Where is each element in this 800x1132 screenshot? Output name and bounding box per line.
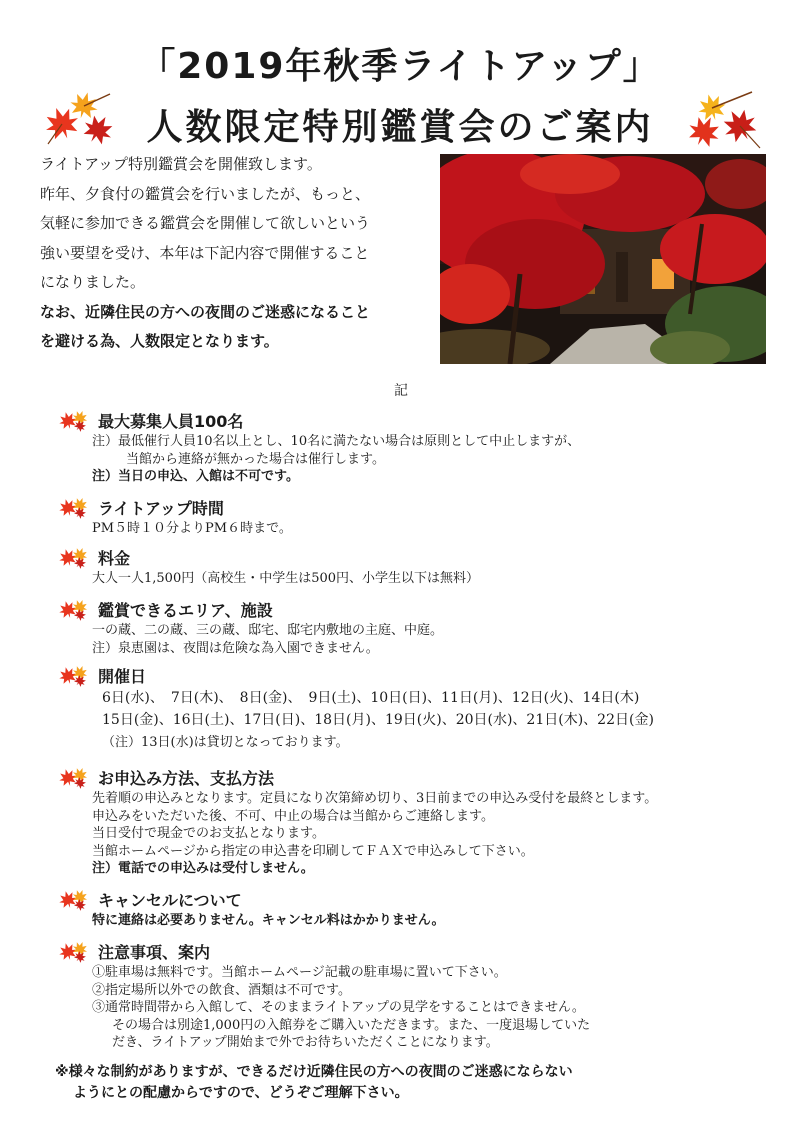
maple-leaf-icon	[58, 663, 90, 687]
section-text: 注）最低催行人員10名以上とし、10名に満たない場合は原則として中止しますが、	[92, 434, 581, 449]
section-text: 注）泉恵園は、夜間は危険な為入園できません。	[92, 640, 379, 656]
footer-line: ようにとの配慮からですので、どうぞご理解下さい。	[73, 1085, 409, 1101]
section-text: だき、ライトアップ開始まで外でお待ちいただくことになります。	[112, 1035, 499, 1050]
maple-leaf-icon	[58, 495, 90, 519]
section-capacity	[58, 407, 778, 486]
section-text: ③通常時間帯から入館して、そのままライトアップの見学をすることはできません。	[92, 1000, 585, 1015]
section-area	[58, 596, 778, 657]
section-title: 鑑賞できるエリア、施設	[98, 600, 273, 620]
section-text: 当館から連絡が無かった場合は催行します。	[126, 451, 385, 467]
section-text: 申込みをいただいた後、不可、中止の場合は当館からご連絡します。	[92, 808, 494, 824]
maple-leaf-icon	[58, 408, 90, 432]
section-text: 注）電話での申込みは受付しません。	[92, 861, 314, 876]
section-text: 大人一人1,500円（高校生・中学生は500円、小学生以下は無料）	[92, 571, 480, 586]
section-time	[58, 494, 778, 538]
maple-leaf-icon	[682, 86, 766, 152]
intro-line: になりました。	[40, 273, 146, 291]
section-cancel	[58, 886, 778, 930]
maple-leaf-icon	[58, 887, 90, 911]
maple-leaf-icon	[58, 597, 90, 621]
intro-line: 強い要望を受け、本年は下記内容で開催すること	[40, 243, 370, 262]
ki-mark: 記	[394, 383, 408, 399]
intro-line: 昨年、夕食付の鑑賞会を行いましたが、もっと、	[40, 184, 371, 203]
section-text: 当館ホームページから指定の申込書を印刷してＦＡＸで申込みして下さい。	[92, 843, 534, 859]
page-title-line-1: 「2019年秋季ライトアップ」	[139, 46, 661, 87]
section-text: ②指定場所以外での飲食、酒類は不可です。	[92, 982, 351, 998]
intro-text	[40, 150, 435, 357]
intro-bold-line: を避ける為、人数限定となります。	[40, 332, 279, 350]
section-text: PM５時１０分よりPM６時まで。	[92, 521, 292, 536]
maple-leaf-icon	[58, 939, 90, 963]
section-apply	[58, 764, 778, 878]
section-title: 最大募集人員100名	[98, 411, 244, 431]
intro-bold-line: なお、近隣住民の方への夜間のご迷惑になること	[40, 302, 371, 321]
footer-line: ※様々な制約がありますが、できるだけ近隣住民の方への夜間のご迷惑にならない	[55, 1064, 573, 1080]
section-title: 料金	[98, 548, 131, 568]
section-text: 特に連絡は必要ありません。キャンセル料はかかりません。	[92, 913, 445, 928]
maple-leaf-icon	[58, 545, 90, 569]
dates-row: 6日(水)、 7日(木)、 8日(金)、 9日(土)、10日(日)、11日(月)、12日(火)、14日(木)	[102, 690, 640, 706]
footer-note	[55, 1062, 775, 1104]
section-title: お申込み方法、支払方法	[98, 768, 275, 788]
section-text: 一の蔵、二の蔵、三の蔵、邸宅、邸宅内敷地の主庭、中庭。	[92, 623, 444, 638]
section-text: 当日受付で現金でのお支払となります。	[92, 826, 325, 841]
intro-line: 気軽に参加できる鑑賞会を開催して欲しいという	[40, 214, 371, 232]
intro-line: ライトアップ特別鑑賞会を開催致します。	[40, 155, 322, 173]
section-title: ライトアップ時間	[98, 498, 224, 518]
section-text: その場合は別途1,000円の入館券をご購入いただきます。また、一度退場していた	[112, 1017, 591, 1033]
page-title-line-2: 人数限定特別鑑賞会のご案内	[146, 107, 654, 148]
section-text: ①駐車場は無料です。当館ホームページ記載の駐車場に置いて下さい。	[92, 965, 507, 980]
section-text: （注）13日(水)は貸切となっております。	[102, 735, 349, 750]
section-dates	[58, 662, 778, 755]
section-title: 注意事項、案内	[98, 942, 211, 962]
section-title: キャンセルについて	[98, 890, 242, 910]
section-title: 開催日	[98, 666, 147, 686]
section-text: 先着順の申込みとなります。定員になり次第締め切り、3日前までの申込み受付を最終とします。	[92, 791, 658, 806]
section-text: 注）当日の申込、入館は不可です。	[92, 469, 299, 484]
autumn-garden-photo	[440, 154, 766, 364]
section-fee	[58, 544, 778, 588]
maple-leaf-icon	[58, 765, 90, 789]
section-notes	[58, 938, 778, 1052]
dates-row: 15日(金)、16日(土)、17日(日)、18日(月)、19日(火)、20日(水)、21日(木)、22日(金)	[102, 711, 654, 728]
